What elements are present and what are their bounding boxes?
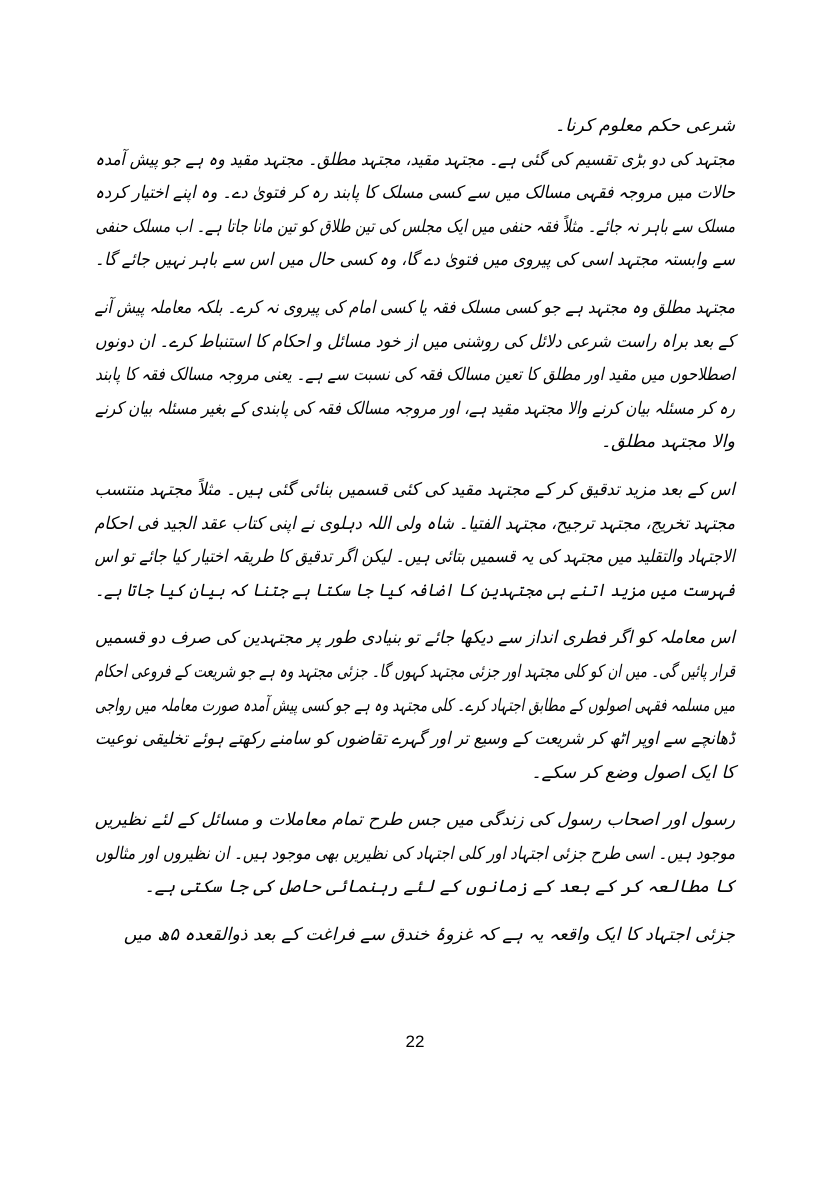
text-line: رہ کر مسئلہ بیان کرنے والا مجتہد مقید ہے، اور مروجہ مسالک فقہ کی پابندی کے بغیر مسئلہ بیان کرنے [95, 398, 736, 419]
text-line: موجود ہیں۔ اسی طرح جزئی اجتہاد اور کلی اجتہاد کی نظیریں بھی موجود ہیں۔ ان نظیروں اور مثالوں [95, 843, 736, 864]
paragraph-gap [95, 278, 735, 292]
text-line: کا ایک اصول وضع کر سکے۔ [531, 762, 735, 783]
text-line: سے وابستہ مجتہد اسی کی پیروی میں فتویٰ دے گا، وہ کسی حال میں اس سے باہر نہیں جائے گا۔ [95, 250, 736, 271]
text-line: کے بعد براہ راست شرعی دلائل کی روشنی میں از خود مسائل و احکام کا استنباط کرے۔ ان دونوں [94, 331, 735, 352]
paragraph-gap [95, 905, 735, 919]
paragraph [95, 144, 735, 278]
text-line: اس معاملہ کو اگر فطری انداز سے دیکھا جائے تو بنیادی طور پر مجتہدین کی صرف دو قسمیں [95, 628, 736, 649]
page-body [95, 110, 735, 953]
paragraph [95, 622, 735, 790]
paragraph-gap [95, 608, 735, 622]
text-line: اصطلاحوں میں مقید اور مطلق کا تعین مسالک فقہ کی نسبت سے ہے۔ یعنی مروجہ مسالک فقہ کا پابند [95, 365, 735, 386]
paragraph [95, 804, 735, 905]
text-line: قرار پائیں گی۔ میں ان کو کلی مجتہد اور جزئی مجتہد کہوں گا۔ جزئی مجتہد وہ ہے جو شریعت کے فروعی احکام [94, 661, 735, 682]
text-line: جزئی اجتہاد کا ایک واقعہ یہ ہے کہ غزوۂ خندق سے فراغت کے بعد ذوالقعدہ ۵ھ میں [123, 925, 735, 946]
paragraph [95, 292, 735, 460]
text-line: والا مجتہد مطلق۔ [600, 432, 735, 453]
text-line: ڈھانچے سے اوپر اٹھ کر شریعت کے وسیع تر اور گہرے تقاضوں کو سامنے رکھتے ہوئے تخلیقی نوعیت [94, 729, 735, 750]
paragraph-gap [95, 790, 735, 804]
intro-line: شرعی حکم معلوم کرنا۔ [554, 116, 735, 136]
paragraph [95, 919, 735, 953]
page-number: 22 [405, 1032, 425, 1051]
text-line: حالات میں مروجہ فقہی مسالک میں سے کسی مسلک کا پابند رہ کر فتویٰ دے۔ وہ اپنے اختیار کردہ [94, 183, 736, 204]
text-line: الاجتہاد والتقلید میں مجتہد کی یہ قسمیں بتائی ہیں۔ لیکن اگر تدقیق کا طریقہ اختیار کیا جائے تو اس [94, 547, 735, 568]
text-line: رسول اور اصحاب رسول کی زندگی میں جس طرح تمام معاملات و مسائل کے لئے نظیریں [94, 810, 735, 831]
text-line: مسلک سے باہر نہ جائے۔ مثلاً فقہ حنفی میں ایک مجلس کی تین طلاق کو تین مانا جاتا ہے۔ اب مسلک حنفی [95, 216, 736, 237]
text-line: مجتہد کی دو بڑی تقسیم کی گئی ہے۔ مجتہد مقید، مجتہد مطلق۔ مجتہد مقید وہ ہے جو پیش آمدہ [95, 149, 736, 170]
text-line: مجتہد مطلق وہ مجتہد ہے جو کسی مسلک فقہ یا کسی امام کی پیروی نہ کرے۔ بلکہ معاملہ پیش آنے [94, 297, 735, 318]
text-line: اس کے بعد مزید تدقیق کر کے مجتہد مقید کی کئی قسمیں بنائی گئی ہیں۔ مثلاً مجتہد منتسب [94, 479, 735, 500]
text-line: مجتہد تخریج، مجتہد ترجیح، مجتہد الفتیا۔ شاہ ولی اللہ دہلوی نے اپنی کتاب عقد الجید فی احکام [94, 513, 736, 534]
paragraph [95, 474, 735, 608]
text-line: فہرست میں مزید اتنے ہی مجتہدین کا اضافہ کیا جا سکتا ہے جتنا کہ بیان کیا جاتا ہے۔ [95, 580, 735, 601]
text-line: کا مطالعہ کر کے بعد کے زمانوں کے لئے رہنمائی حاصل کی جا سکتی ہے۔ [144, 877, 735, 898]
paragraph-gap [95, 460, 735, 474]
text-line: میں مسلمہ فقہی اصولوں کے مطابق اجتہاد کرے۔ کلی مجتہد وہ ہے جو کسی پیش آمدہ صورت معاملہ میں رواجی [95, 695, 736, 716]
